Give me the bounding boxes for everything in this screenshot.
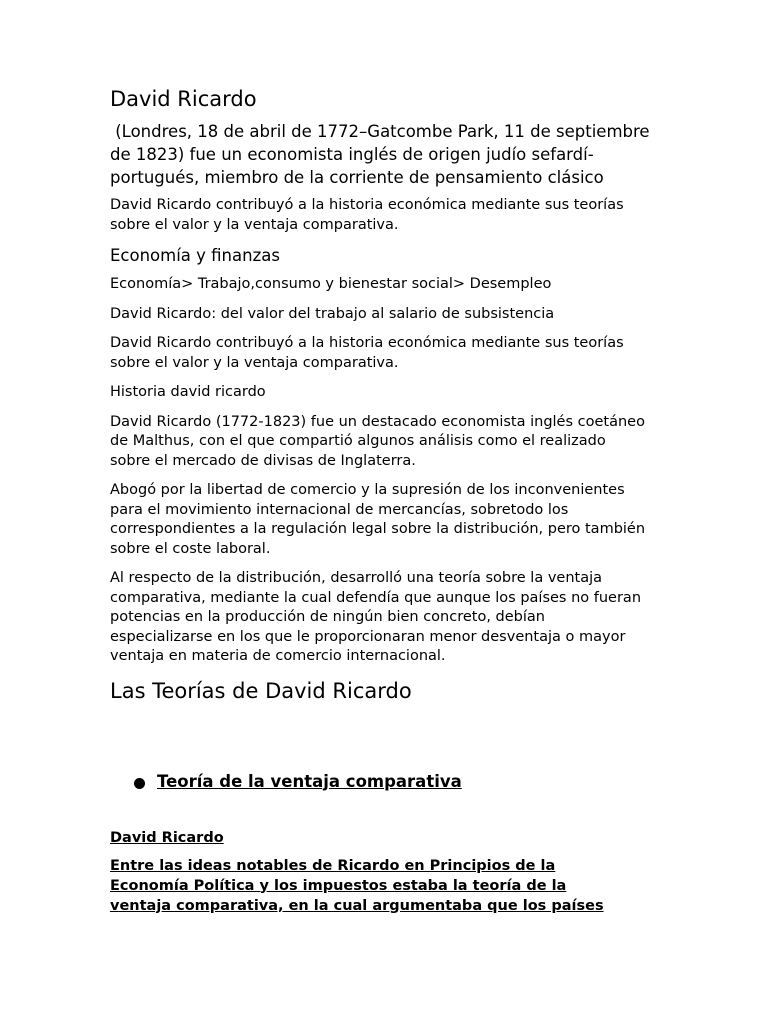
paragraph-contribution-repeat: David Ricardo contribuyó a la historia económica mediante sus teorías sobre el valor y la ventaja comparativa. <box>110 335 624 371</box>
list-item <box>134 771 650 793</box>
bullet-label: Teoría de la ventaja comparativa <box>157 771 462 791</box>
paragraph-contribution: David Ricardo contribuyó a la historia económica mediante sus teorías sobre el valor y la ventaja comparativa. <box>110 197 624 233</box>
bullet-icon <box>134 778 145 789</box>
document-page <box>110 86 655 916</box>
paragraph-biography: David Ricardo (1772-1823) fue un destacado economista inglés coetáneo de Malthus, con el que compartió algunos análisis como el realizado sobre el mercado de divisas de Inglaterra. <box>110 413 645 469</box>
author-label: David Ricardo <box>110 829 224 846</box>
paragraph-valor-trabajo: David Ricardo: del valor del trabajo al salario de subsistencia <box>110 305 555 322</box>
paragraph-ventaja-comparativa: Al respecto de la distribución, desarrolló una teoría sobre la ventaja comparativa, mediante la cual defendía que aunque los países no fueran potencias en la producción de ningún bien concreto, debían especializarse en los que le proporcionaran menor desventaja o mayor ventaja en materia de comercio internacional. <box>110 570 642 664</box>
paragraph-libre-comercio: Abogó por la libertad de comercio y la supresión de los inconvenientes para el movimiento internacional de mercancías, sobretodo los correspondientes a la regulación legal sobre la distribución, pero también sobre el coste laboral. <box>110 482 646 557</box>
subheading-economia: Economía y finanzas <box>110 246 280 265</box>
theory-list <box>110 771 650 793</box>
lead-paragraph: (Londres, 18 de abril de 1772–Gatcombe Park, 11 de septiembre de 1823) fue un economista inglés de origen judío sefardí-portugués, miembro de la corriente de pensamiento clásico <box>110 122 655 187</box>
document-title: David Ricardo <box>110 87 257 111</box>
section-title-teorias: Las Teorías de David Ricardo <box>110 678 412 703</box>
paragraph-historia: Historia david ricardo <box>110 384 266 400</box>
category-breadcrumb: Economía> Trabajo,consumo y bienestar social> Desempleo <box>110 276 552 292</box>
excerpt-paragraph: Entre las ideas notables de Ricardo en Principios de la Economía Política y los impuestos estaba la teoría de la ventaja comparativa, en la cual argumentaba que los países <box>110 857 604 914</box>
